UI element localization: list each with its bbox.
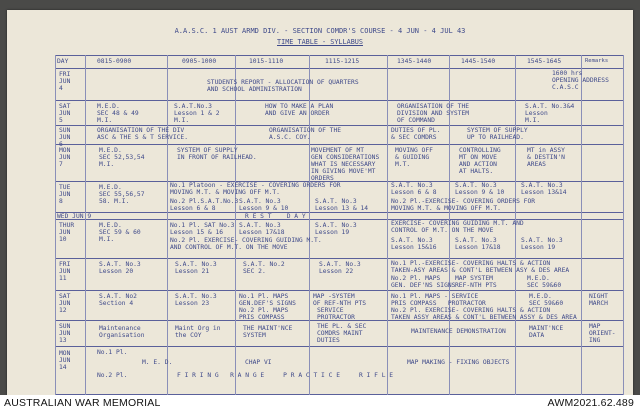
rule xyxy=(55,125,623,126)
footer-institution: AUSTRALIAN WAR MEMORIAL xyxy=(4,397,161,409)
cell: SERVICE PROTRACTOR xyxy=(317,307,355,321)
header-time: 1115-1215 xyxy=(325,58,360,65)
cell: ORGANISATION OF THE DIV ASC & THE S & T SERVICE. xyxy=(97,127,188,141)
header-time: 1445-1540 xyxy=(461,58,496,65)
cell: No.1 Pl. SAT No.3 Lesson 15 & 16 xyxy=(170,222,235,236)
cell: S.A.T. No.3 Lesson 17&18 xyxy=(239,222,285,236)
cell: S.A.T. No.3&4 Lesson M.I. xyxy=(525,103,575,124)
cell: M.E.D. SEC 59&60 xyxy=(529,293,564,307)
document-title: A.A.S.C. 1 AUST ARMD DIV. - SECTION COMDR'S COURSE - 4 JUN - 4 JUL 43 xyxy=(174,27,466,35)
rule xyxy=(55,68,623,69)
rule xyxy=(55,258,623,259)
rule xyxy=(55,290,623,291)
column-rule xyxy=(55,55,56,395)
header-time: 0815-0900 xyxy=(97,58,132,65)
archive-footer xyxy=(0,395,640,411)
cell: M. E. D. xyxy=(142,359,173,366)
header-time: 1545-1645 xyxy=(527,58,562,65)
cell: M.E.D. SEC 59&60 xyxy=(527,275,562,289)
rule xyxy=(55,219,623,220)
cell: ORGANISATION OF THE DIVISION AND SYSTEM OF COMMAND xyxy=(397,103,470,124)
cell: No.2 Pl. EXERCISE- COVERING HALTS & ACTION TAKEN ASSY AREAS & CONT'L BETWEEN ASSY & DES AREA xyxy=(391,307,577,321)
cell: S.A.T. No.3 Lesson 17&18 xyxy=(455,237,501,251)
header-remarks: Remarks xyxy=(585,58,609,64)
cell: S.A.T. No.3 Lesson 23 xyxy=(175,293,217,307)
day-label: WED JUN 9 xyxy=(57,213,92,220)
cell: THE PL. & SEC COMDRS MAINT DUTIES xyxy=(317,323,367,344)
cell: M.E.D. SEC 59 & 60 M.I. xyxy=(99,222,141,243)
cell: S.A.T. No.2 SEC 2. xyxy=(243,261,285,275)
cell: S.A.T. No.3 Lesson 6 & 8 xyxy=(391,182,437,196)
cell: No.1 Platoon - EXERCISE - COVERING ORDERS FOR MOVING M.T. & MOVING OFF M.T. xyxy=(170,182,341,196)
document-subtitle: TIME TABLE - SYLLABUS xyxy=(277,38,363,46)
cell: MAP -SYSTEM OF REF-NTH PTS xyxy=(313,293,367,307)
document-sheet xyxy=(7,10,633,395)
cell: THE MAINT'NCE SYSTEM xyxy=(243,325,293,339)
cell: S.A.T. No.3 Lesson 22 xyxy=(319,261,361,275)
cell: MOVING OFF & GUIDING M.T. xyxy=(395,147,433,168)
rule xyxy=(55,346,623,347)
rule xyxy=(55,144,623,145)
cell: S.A.T. No.3 Lesson 9 & 10 xyxy=(239,198,289,212)
cell: S.A.T. No.3 Lesson 13 & 14 xyxy=(315,198,369,212)
cell: CHAP VI xyxy=(245,359,272,366)
cell: MAP MAKING - FIXING OBJECTS xyxy=(407,359,510,366)
cell: M.E.D. SEC 52,53,54 M.I. xyxy=(99,147,145,168)
cell: S.A.T. No.3 Lesson 13&14 xyxy=(521,182,567,196)
cell: No.1 Pl. MAPS - SERVICE PRIS COMPASS PROTRACTOR xyxy=(391,293,486,307)
cell: No.2 Pl. EXERCISE- COVERING GUIDING M.T. AND CONTROL OF M.T. ON THE MOVE xyxy=(170,237,322,251)
cell: MOVEMENT OF MT GEN CONSIDERATIONS WHAT IS NECESSARY IN GIVING MOVE'MT ORDERS xyxy=(311,147,380,182)
cell: F I R I N G R A N G E P R A C T I C E R I F L E xyxy=(177,372,394,379)
cell: SYSTEM OF SUPPLY IN FRONT OF RAILHEAD. xyxy=(177,147,257,161)
cell: No.1 Pl. xyxy=(97,349,128,356)
cell: DUTIES OF PL. & SEC COMDRS xyxy=(391,127,441,141)
day-label: SUN JUN 6 xyxy=(59,127,71,148)
cell: MT in ASSY & DESTIN'N AREAS xyxy=(527,147,565,168)
day-label: TUE JUN 8 xyxy=(59,184,71,205)
column-rule xyxy=(235,55,236,395)
day-label: THUR JUN 10 xyxy=(59,222,75,243)
column-rule xyxy=(387,55,388,395)
cell: No.2 Pl.S.A.T.No.3 Lesson 6 & 8 xyxy=(170,198,239,212)
cell: M.E.D. SEC 48 & 49 M.I. xyxy=(97,103,139,124)
cell: No.1 Pl. MAPS GEN.DEF'S SIGNS xyxy=(239,293,296,307)
header-time: 0905-1000 xyxy=(182,58,217,65)
day-label: SUN JUN 13 xyxy=(59,323,71,344)
cell: Maintenance Organisation xyxy=(99,325,145,339)
rule xyxy=(55,212,623,213)
cell: STUDENTS REPORT - ALLOCATION OF QUARTERS AND SCHOOL ADMINISTRATION xyxy=(207,79,359,93)
cell: 1600 hrs OPENING ADDRESS C.A.S.C xyxy=(552,70,609,91)
rule xyxy=(55,100,623,101)
header-time: 1015-1110 xyxy=(249,58,284,65)
cell: S.A.T. No.3 Lesson 19 xyxy=(315,222,357,236)
cell: S.A.T. No2 Section 4 xyxy=(99,293,137,307)
cell: S.A.T.No.3 Lesson 1 & 2 M.I. xyxy=(174,103,220,124)
rule xyxy=(55,55,623,56)
cell: No.1 Pl.-EXERCISE- COVERING HALTS & ACTION TAKEN-ASY AREAS & CONT'L BETWEEN ASY & DES AREA xyxy=(391,260,570,274)
column-rule xyxy=(581,55,582,395)
header-day: DAY xyxy=(57,58,69,65)
cell: Maint Org in the COY xyxy=(175,325,221,339)
cell: SYSTEM OF SUPPLY UP TO RAILHEAD. xyxy=(467,127,528,141)
header-time: 1345-1440 xyxy=(397,58,432,65)
cell: S.A.T. No.3 Lesson 9 & 10 xyxy=(455,182,505,196)
cell: HOW TO MAKE A PLAN AND GIVE AN ORDER xyxy=(265,103,334,117)
footer-accession-number: AWM2021.62.489 xyxy=(547,397,634,409)
cell: No.2 Pl. MAPS PRIS COMPASS xyxy=(239,307,289,321)
day-label: SAT JUN 5 xyxy=(59,103,71,124)
cell: No.2 Pl.-EXERCISE- COVERING ORDERS FOR MOVING M.T. & MOVING OFF M.T. xyxy=(391,198,536,212)
cell: ORGANISATION OF THE A.S.C. COY. xyxy=(269,127,342,141)
day-label: FRI JUN 4 xyxy=(59,71,71,92)
cell: EXERCISE- COVERING GUIDING M.T. AND CONTROL OF M.T. ON THE MOVE xyxy=(391,220,524,234)
cell: MAP SYSTEM REF-NTH PTS xyxy=(455,275,497,289)
cell: S.A.T. No.3 Lesson 21 xyxy=(175,261,217,275)
cell: NIGHT MARCH xyxy=(589,293,608,307)
cell: S.A.T. No.3 Lesson 15&16 xyxy=(391,237,437,251)
column-rule xyxy=(623,55,624,395)
day-label: MON JUN 14 xyxy=(59,350,71,371)
cell: M.E.D. SEC 55,56,57 58. M.I. xyxy=(99,184,145,205)
day-label: MON JUN 7 xyxy=(59,147,71,168)
cell: MAINTENANCE DEMONSTRATION xyxy=(411,328,506,335)
cell: R E S T D A Y xyxy=(245,213,306,220)
cell: CONTROLLING MT ON MOVE AND ACTION AT HALTS. xyxy=(459,147,501,175)
day-label: SAT JUN 12 xyxy=(59,293,71,314)
cell: S.A.T. No.3 Lesson 20 xyxy=(99,261,141,275)
cell: No.2 Pl. xyxy=(97,372,128,379)
column-rule xyxy=(167,55,168,395)
cell: No.2 Pl. MAPS GEN. DEF'NS SIGNS xyxy=(391,275,456,289)
cell: MAINT'NCE DATA xyxy=(529,325,564,339)
column-rule xyxy=(85,55,86,395)
day-label: FRI JUN 11 xyxy=(59,261,71,282)
cell: MAP ORIENT- ING xyxy=(589,323,616,344)
cell: S.A.T. No.3 Lesson 19 xyxy=(521,237,563,251)
